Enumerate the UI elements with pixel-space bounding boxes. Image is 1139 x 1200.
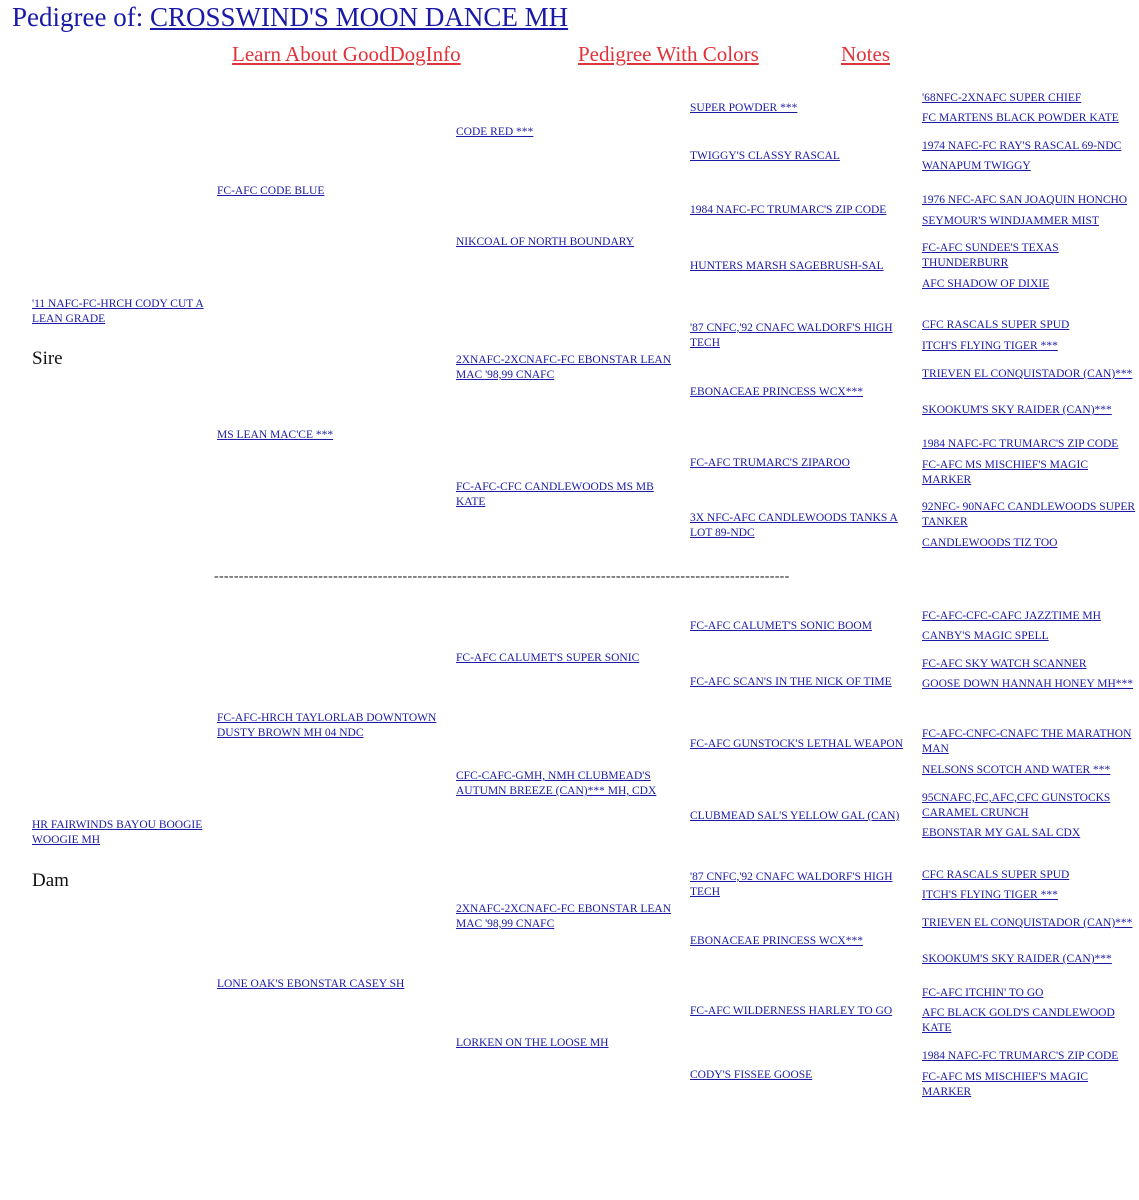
sire-gen4-link[interactable]: HUNTERS MARSH SAGEBRUSH-SAL xyxy=(690,260,884,272)
sire-gen5-link[interactable]: AFC SHADOW OF DIXIE xyxy=(922,278,1050,290)
sire-label: Sire xyxy=(32,348,63,369)
dam-gen5-link[interactable]: 1984 NAFC-FC TRUMARC'S ZIP CODE xyxy=(922,1050,1119,1062)
dam-gen5-link[interactable]: GOOSE DOWN HANNAH HONEY MH*** xyxy=(922,678,1134,690)
dam-gen3-link[interactable]: CFC-CAFC-GMH, NMH CLUBMEAD'S AUTUMN BREEZE (CAN)*** MH, CDX xyxy=(456,770,657,797)
dam-gen4-link[interactable]: CODY'S FISSEE GOOSE xyxy=(690,1069,813,1081)
dam-gen5-link[interactable]: ITCH'S FLYING TIGER *** xyxy=(922,889,1058,901)
sire-gen4-link[interactable]: 1984 NAFC-FC TRUMARC'S ZIP CODE xyxy=(690,204,887,216)
sire-gen2-link[interactable]: MS LEAN MAC'CE *** xyxy=(217,429,334,441)
sire-gen4-link[interactable]: 3X NFC-AFC CANDLEWOODS TANKS A LOT 89-NDC xyxy=(690,512,898,539)
dam-gen4-link[interactable]: EBONACEAE PRINCESS WCX*** xyxy=(690,935,863,947)
dam-gen4-link[interactable]: FC-AFC GUNSTOCK'S LETHAL WEAPON xyxy=(690,738,904,750)
sire-gen3-link[interactable]: FC-AFC-CFC CANDLEWOODS MS MB KATE xyxy=(456,481,654,508)
sire-gen5-link[interactable]: FC MARTENS BLACK POWDER KATE xyxy=(922,112,1119,124)
dam-gen5-link[interactable]: CFC RASCALS SUPER SPUD xyxy=(922,869,1070,881)
dam-gen3-link[interactable]: LORKEN ON THE LOOSE MH xyxy=(456,1037,609,1049)
dog-name-link[interactable]: CROSSWIND'S MOON DANCE MH xyxy=(149,2,569,32)
sire-gen5-link[interactable]: 1974 NAFC-FC RAY'S RASCAL 69-NDC xyxy=(922,140,1122,152)
sire-gen4-link[interactable]: SUPER POWDER *** xyxy=(690,102,798,114)
sire-gen5-link[interactable]: SEYMOUR'S WINDJAMMER MIST xyxy=(922,215,1099,227)
dam-gen4-link[interactable]: FC-AFC CALUMET'S SONIC BOOM xyxy=(690,620,872,632)
title-prefix: Pedigree of: xyxy=(12,2,150,32)
dam-gen5-link[interactable]: FC-AFC-CNFC-CNAFC THE MARATHON MAN xyxy=(922,728,1132,755)
sire-gen2-link[interactable]: FC-AFC CODE BLUE xyxy=(217,185,325,197)
dam-gen5-link[interactable]: AFC BLACK GOLD'S CANDLEWOOD KATE xyxy=(922,1007,1115,1034)
dam-gen5-link[interactable]: TRIEVEN EL CONQUISTADOR (CAN)*** xyxy=(922,917,1133,929)
dam-gen4-link[interactable]: FC-AFC SCAN'S IN THE NICK OF TIME xyxy=(690,676,892,688)
sire-gen3-link[interactable]: CODE RED *** xyxy=(456,126,534,138)
dam-gen5-link[interactable]: NELSONS SCOTCH AND WATER *** xyxy=(922,764,1111,776)
sire-gen5-link[interactable]: '68NFC-2XNAFC SUPER CHIEF xyxy=(922,92,1082,104)
sire-gen4-link[interactable]: EBONACEAE PRINCESS WCX*** xyxy=(690,386,863,398)
sire-gen5-link[interactable]: 1984 NAFC-FC TRUMARC'S ZIP CODE xyxy=(922,438,1119,450)
pedigree-colors-link[interactable]: Pedigree With Colors xyxy=(578,42,759,66)
sire-gen5-link[interactable]: FC-AFC SUNDEE'S TEXAS THUNDERBURR xyxy=(922,242,1059,269)
page-title xyxy=(12,2,568,33)
dam-gen5-link[interactable]: SKOOKUM'S SKY RAIDER (CAN)*** xyxy=(922,953,1112,965)
dam-gen5-link[interactable]: FC-AFC-CFC-CAFC JAZZTIME MH xyxy=(922,610,1101,622)
sire-gen5-link[interactable]: ITCH'S FLYING TIGER *** xyxy=(922,340,1058,352)
dam-gen5-link[interactable]: 95CNAFC,FC,AFC,CFC GUNSTOCKS CARAMEL CRUNCH xyxy=(922,792,1111,819)
dam-gen3-link[interactable]: 2XNAFC-2XCNAFC-FC EBONSTAR LEAN MAC '98,99 CNAFC xyxy=(456,903,672,930)
dam-gen5-link[interactable]: CANBY'S MAGIC SPELL xyxy=(922,630,1049,642)
notes-link[interactable]: Notes xyxy=(841,42,890,66)
sire-dam-divider: -------------------------------------------------------------------------------------------------------------------- xyxy=(214,569,790,584)
sire-gen5-link[interactable]: 92NFC- 90NAFC CANDLEWOODS SUPER TANKER xyxy=(922,501,1136,528)
dam-gen4-link[interactable]: FC-AFC WILDERNESS HARLEY TO GO xyxy=(690,1005,893,1017)
sire-gen4-link[interactable]: FC-AFC TRUMARC'S ZIPAROO xyxy=(690,457,850,469)
sire-gen5-link[interactable]: SKOOKUM'S SKY RAIDER (CAN)*** xyxy=(922,404,1112,416)
sire-gen4-link[interactable]: TWIGGY'S CLASSY RASCAL xyxy=(690,150,840,162)
sire-gen5-link[interactable]: 1976 NFC-AFC SAN JOAQUIN HONCHO xyxy=(922,194,1128,206)
dam-link[interactable]: HR FAIRWINDS BAYOU BOOGIE WOOGIE MH xyxy=(32,819,203,846)
sire-gen3-link[interactable]: 2XNAFC-2XCNAFC-FC EBONSTAR LEAN MAC '98,99 CNAFC xyxy=(456,354,672,381)
dam-gen4-link[interactable]: '87 CNFC,'92 CNAFC WALDORF'S HIGH TECH xyxy=(690,871,893,898)
dam-gen2-link[interactable]: LONE OAK'S EBONSTAR CASEY SH xyxy=(217,978,405,990)
sire-gen4-link[interactable]: '87 CNFC,'92 CNAFC WALDORF'S HIGH TECH xyxy=(690,322,893,349)
dam-gen2-link[interactable]: FC-AFC-HRCH TAYLORLAB DOWNTOWN DUSTY BROWN MH 04 NDC xyxy=(217,712,437,739)
sire-link[interactable]: '11 NAFC-FC-HRCH CODY CUT A LEAN GRADE xyxy=(32,298,204,325)
sire-gen5-link[interactable]: CFC RASCALS SUPER SPUD xyxy=(922,319,1070,331)
learn-about-link[interactable]: Learn About GoodDogInfo xyxy=(232,42,461,66)
dam-gen5-link[interactable]: FC-AFC SKY WATCH SCANNER xyxy=(922,658,1087,670)
sire-gen5-link[interactable]: CANDLEWOODS TIZ TOO xyxy=(922,537,1058,549)
dam-gen5-link[interactable]: FC-AFC ITCHIN' TO GO xyxy=(922,987,1044,999)
sire-gen5-link[interactable]: TRIEVEN EL CONQUISTADOR (CAN)*** xyxy=(922,368,1133,380)
dam-label: Dam xyxy=(32,870,69,891)
dam-gen3-link[interactable]: FC-AFC CALUMET'S SUPER SONIC xyxy=(456,652,640,664)
sire-gen5-link[interactable]: WANAPUM TWIGGY xyxy=(922,160,1031,172)
sire-gen3-link[interactable]: NIKCOAL OF NORTH BOUNDARY xyxy=(456,236,635,248)
dam-gen5-link[interactable]: EBONSTAR MY GAL SAL CDX xyxy=(922,827,1081,839)
sire-gen5-link[interactable]: FC-AFC MS MISCHIEF'S MAGIC MARKER xyxy=(922,459,1088,486)
dam-gen5-link[interactable]: FC-AFC MS MISCHIEF'S MAGIC MARKER xyxy=(922,1071,1088,1098)
dam-gen4-link[interactable]: CLUBMEAD SAL'S YELLOW GAL (CAN) xyxy=(690,810,900,822)
